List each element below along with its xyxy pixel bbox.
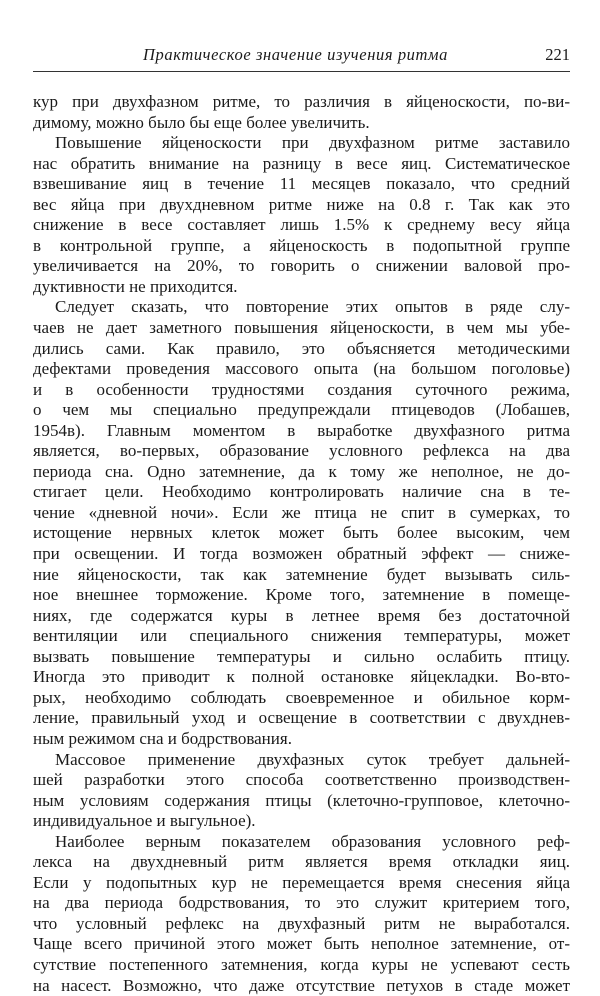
text-line: Следует сказать, что повторение этих опытов в ряде слу- <box>55 297 570 317</box>
text-line: дуктивности не приходится. <box>33 276 238 296</box>
text-line: 1954в). Главным моментом в выработке двухфазного ритма <box>33 420 570 440</box>
text-line: кур при двухфазном ритме, то различия в яйценоскости, по-ви- <box>33 92 570 111</box>
text-line: димому, можно было бы еще более увеличить. <box>33 112 370 132</box>
running-title: Практическое значение изучения ритма <box>143 45 449 64</box>
text-line: о чем мы специально предупреждали птицеводов (Лобашев, <box>33 400 570 420</box>
text-line: ным условиям содержания птицы (клеточно-групповое, клеточно- <box>33 790 570 810</box>
text-line: Иногда это приводит к полной остановке яйцекладки. Во-вто- <box>33 667 570 687</box>
text-line: является, во-первых, образование условного рефлекса на два <box>33 441 570 461</box>
text-line: дефектами проведения массового опыта (на большом поголовье) <box>33 359 570 379</box>
text-line: периода сна. Одно затемнение, да к тому же неполное, не до- <box>33 461 570 481</box>
text-line: Если у подопытных кур не перемещается время снесения яйца <box>33 872 570 892</box>
text-line: нас обратить внимание на разницу в весе яиц. Систематическое <box>33 153 570 173</box>
text-line: истощение нервных клеток может быть более высоким, чем <box>33 523 570 543</box>
text-line: лекса на двухдневный ритм является время откладки яиц. <box>33 852 570 872</box>
text-line: снижение в весе составляет лишь 1.5% к среднему весу яйца <box>33 215 570 235</box>
text-line: Массовое применение двухфазных суток требует дальней- <box>55 749 570 769</box>
text-line: что условный рефлекс на двухфазный ритм не выработался. <box>33 913 570 933</box>
text-line: взвешивание яиц в течение 11 месяцев показало, что средний <box>33 174 570 194</box>
text-line: стигает цели. Необходимо контролировать наличие сна в те- <box>33 482 570 502</box>
text-line: Чаще всего причиной этого может быть неполное затемнение, от- <box>33 934 570 954</box>
text-line: вентиляции или специального снижения температуры, может <box>33 626 570 646</box>
text-line: чаев не дает заметного повышения яйценоскости, в чем мы убе- <box>33 318 570 338</box>
text-line: Наиболее верным показателем образования условного реф- <box>55 831 570 851</box>
running-head <box>33 45 570 67</box>
text-line: чение «дневной ночи». Если же птица не спит в сумерках, то <box>33 502 570 522</box>
text-line: индивидуальное и выгульное). <box>33 811 256 831</box>
text-line: в контрольной группе, а яйценоскость в подопытной группе <box>33 235 570 255</box>
text-line: на два периода бодрствования, то это служит критерием того, <box>33 893 570 913</box>
text-line: вызвать повышение температуры и сильно ослабить птицу. <box>33 646 570 666</box>
text-line: вес яйца при двухдневном ритме ниже на 0.8 г. Так как это <box>33 194 570 214</box>
text-line: Повышение яйценоскости при двухфазном ритме заставило <box>55 133 570 153</box>
text-line: ным режимом сна и бодрствования. <box>33 728 292 748</box>
header-rule <box>33 71 570 72</box>
body-text <box>33 92 570 996</box>
text-line: при освещении. И тогда возможен обратный эффект — сниже- <box>33 544 570 564</box>
text-line: ление, правильный уход и освещение в соответствии с двухднев- <box>33 708 570 728</box>
page-number: 221 <box>545 45 570 64</box>
text-line: ниях, где содержатся куры в летнее время без достаточной <box>33 605 570 625</box>
text-line: сутствие постепенного затемнения, когда куры не успевают сесть <box>33 954 570 974</box>
text-line: ное внешнее торможение. Кроме того, затемнение в помеще- <box>33 585 570 605</box>
text-line: рых, необходимо соблюдать своевременное и обильное корм- <box>33 687 570 707</box>
text-line: шей разработки этого способа соответственно производствен- <box>33 770 570 790</box>
text-line: дились сами. Как правило, это объясняется методическими <box>33 338 570 358</box>
text-line: и в особенности трудностями создания суточного режима, <box>33 379 570 399</box>
text-line: ние яйценоскости, так как затемнение будет вызывать силь- <box>33 564 570 584</box>
text-line: увеличивается на 20%, то говорить о снижении валовой про- <box>33 256 570 276</box>
text-line: на насест. Возможно, что даже отсутствие петухов в стаде может <box>33 975 570 995</box>
